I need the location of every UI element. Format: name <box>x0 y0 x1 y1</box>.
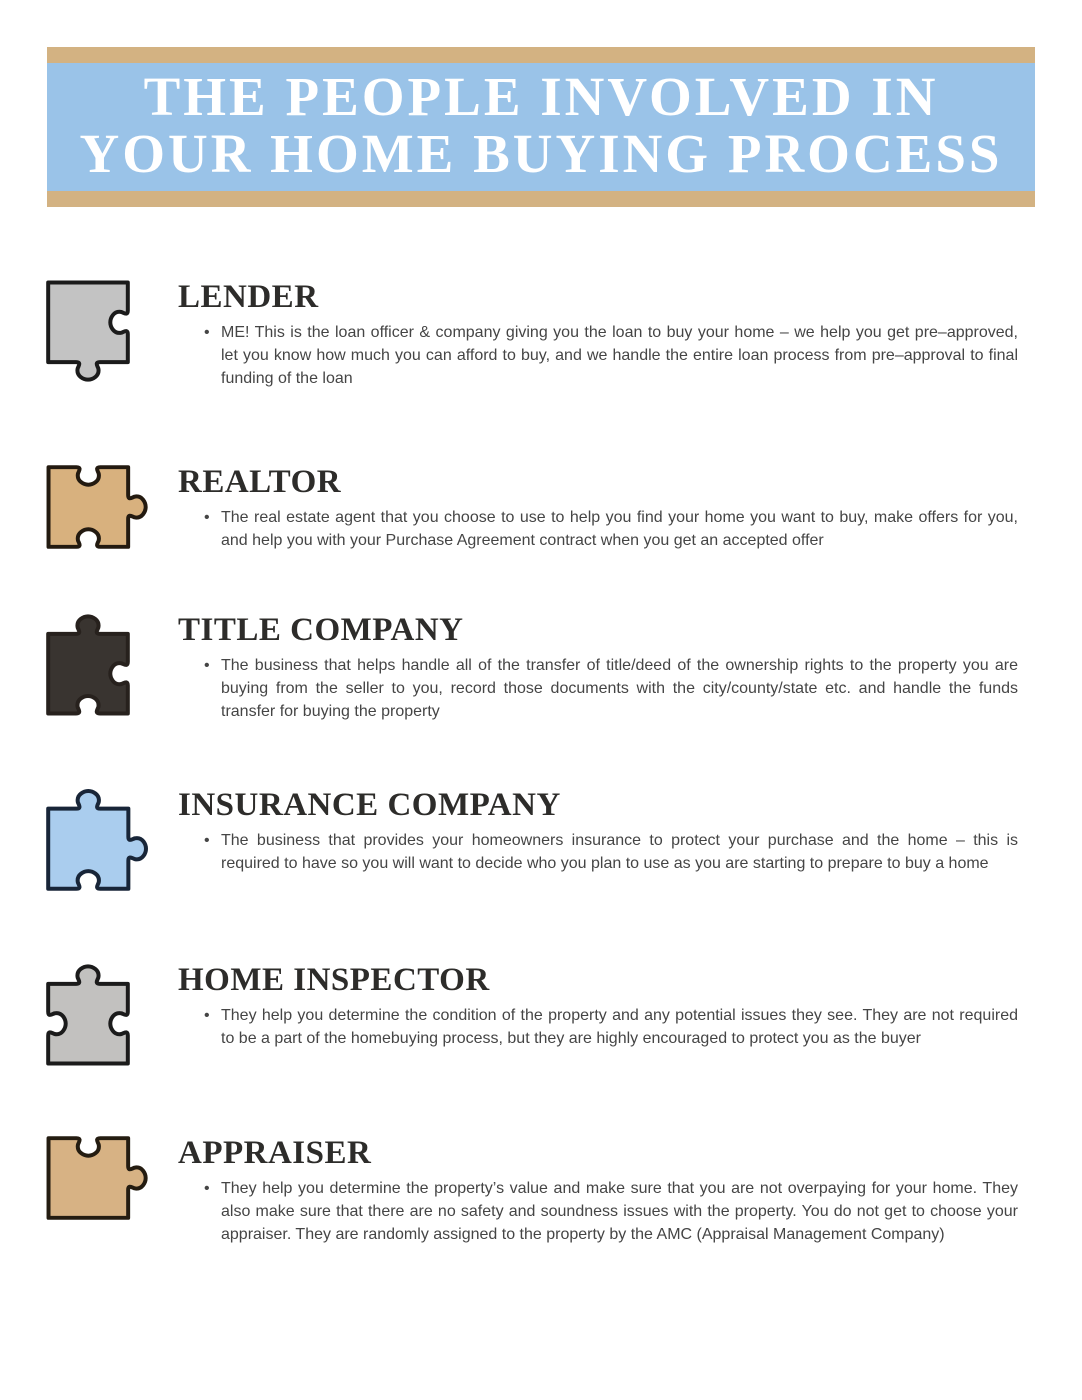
header <box>47 47 1035 207</box>
header-top-bar <box>47 47 1035 63</box>
bullet-dot: • <box>204 832 210 849</box>
section-appraiser <box>45 1135 1018 1246</box>
header-bottom-bar <box>47 191 1035 207</box>
bullet-item <box>178 1177 1018 1246</box>
section-realtor <box>45 464 1018 552</box>
icon-column <box>45 279 178 390</box>
bullet-item <box>178 1004 1018 1050</box>
sections-list <box>0 207 1082 1246</box>
bullet-dot: • <box>204 1007 210 1024</box>
section-title-company <box>45 612 1018 723</box>
puzzle-piece-shape <box>48 791 146 889</box>
bullet-item <box>178 321 1018 390</box>
puzzle-piece-shape <box>48 283 128 380</box>
lender-puzzle-icon <box>45 279 131 384</box>
bullet-dot: • <box>204 509 210 526</box>
page-title-line-2: YOUR HOME BUYING PROCESS <box>79 123 1003 184</box>
bullet-text: The real estate agent that you choose to use to help you find your home you want to buy, make offers for you, and help you with your Purchase Agreement contract when you get an accepted offer <box>221 509 1018 549</box>
bullet-dot: • <box>204 657 210 674</box>
page-title-line-1: THE PEOPLE INVOLVED IN <box>143 66 939 127</box>
section-content <box>178 464 1018 552</box>
bullet-dot: • <box>204 324 210 341</box>
section-content <box>178 279 1018 390</box>
section-insurance-company <box>45 787 1018 892</box>
section-content <box>178 1135 1018 1246</box>
section-home-inspector <box>45 962 1018 1067</box>
section-title: TITLE COMPANY <box>178 612 464 648</box>
bullet-text: ME! This is the loan officer & company giving you the loan to buy your home – we help you get pre–approved, let you know how much you can afford to buy, and we handle the entire loan process from pre–approval to final funding of the loan <box>221 324 1018 387</box>
icon-column <box>45 1135 178 1246</box>
puzzle-piece-shape <box>48 966 128 1063</box>
section-title: HOME INSPECTOR <box>178 962 490 998</box>
title-banner <box>47 63 1035 191</box>
bullet-text: The business that helps handle all of the transfer of title/deed of the ownership rights to the property you are buying from the seller to you, record those documents with the city/county/state etc. and handle the funds transfer for buying the property <box>221 657 1018 720</box>
icon-column <box>45 962 178 1067</box>
bullet-text: The business that provides your homeowners insurance to protect your purchase and the home – this is required to have so you will want to decide who you plan to use as you are starting to prepare to buy a home <box>221 832 1018 872</box>
icon-column <box>45 464 178 552</box>
bullet-item <box>178 829 1018 875</box>
section-title: APPRAISER <box>178 1135 372 1171</box>
insurance-company-puzzle-icon <box>45 787 150 892</box>
section-title: INSURANCE COMPANY <box>178 787 561 823</box>
appraiser-puzzle-icon <box>45 1135 150 1221</box>
title-company-puzzle-icon <box>45 612 131 717</box>
icon-column <box>45 787 178 892</box>
puzzle-piece-shape <box>49 467 146 547</box>
realtor-puzzle-icon <box>45 464 150 550</box>
bullet-text: They help you determine the condition of the property and any potential issues they see. They are not required to be a part of the homebuying process, but they are highly encouraged to protect you as the buyer <box>221 1007 1018 1047</box>
section-title: REALTOR <box>178 464 342 500</box>
puzzle-piece-shape <box>48 616 128 713</box>
bullet-text: They help you determine the property’s value and make sure that you are not overpaying for your home. They also make sure that there are no safety and soundness issues with the property. You do not get to choose your appraiser. They are randomly assigned to the property by the AMC (Appraisal Management Company) <box>221 1180 1018 1243</box>
bullet-item <box>178 506 1018 552</box>
section-lender <box>45 279 1018 390</box>
puzzle-piece-shape <box>49 1138 146 1218</box>
section-content <box>178 787 1018 892</box>
section-title: LENDER <box>178 279 319 315</box>
bullet-dot: • <box>204 1180 210 1197</box>
section-content <box>178 612 1018 723</box>
bullet-item <box>178 654 1018 723</box>
section-content <box>178 962 1018 1067</box>
icon-column <box>45 612 178 723</box>
home-inspector-puzzle-icon <box>45 962 131 1067</box>
